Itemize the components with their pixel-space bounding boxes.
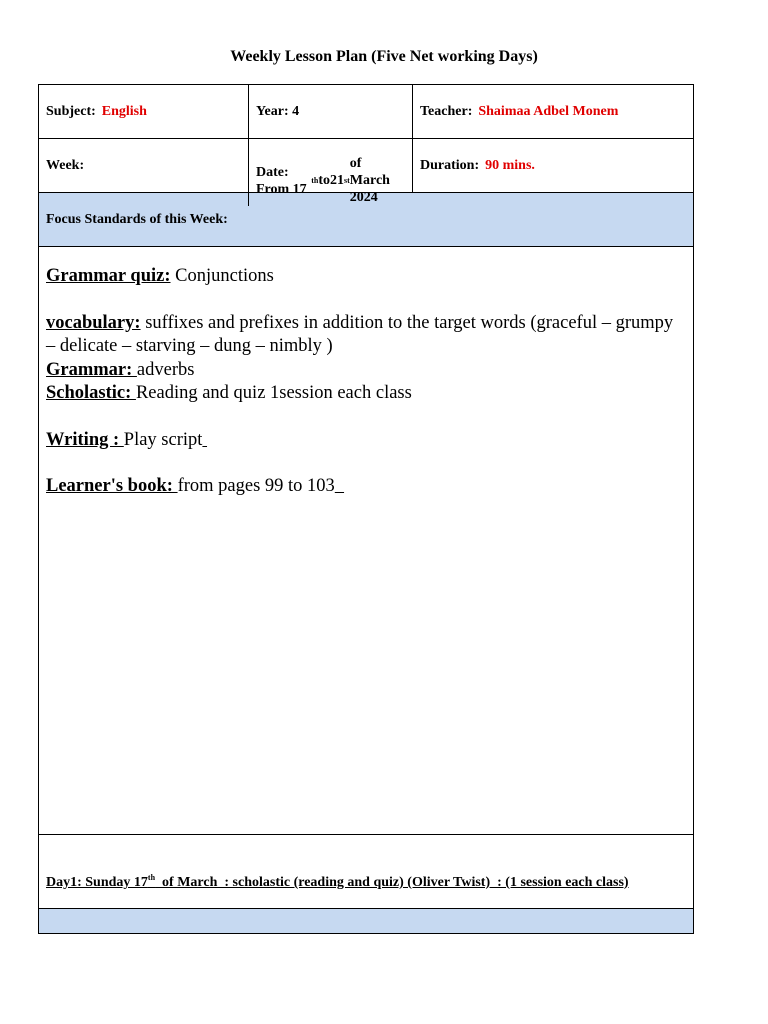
scholastic-value: Reading and quiz 1session each class (135, 383, 412, 403)
grammar-quiz-label: Grammar quiz: (46, 266, 171, 286)
week-cell (39, 139, 248, 192)
lesson-plan-table (38, 84, 694, 934)
vocabulary-value: suffixes and prefixes in addition to the target words (graceful – grumpy – delicate – starving – dung – nimbly ) (46, 312, 674, 356)
page-title: Weekly Lesson Plan (Five Net working Days) (230, 48, 538, 65)
vocabulary-line (46, 312, 686, 359)
writing-value: Play script (123, 429, 203, 450)
subject-label: Subject: (46, 103, 96, 119)
teacher-label: Teacher: (420, 103, 473, 119)
teacher-cell (412, 85, 693, 138)
vocabulary-label: vocabulary: (46, 312, 141, 333)
date-prefix: Date: From 17 (256, 164, 307, 197)
grammar-quiz-value: Conjunctions (170, 266, 274, 286)
day1-rest: of March : scholastic (reading and quiz) (Oliver Twist) : (1 session each class) (155, 875, 629, 890)
duration-value: 90 mins. (485, 157, 535, 173)
learners-book-value: from pages 99 to 103 (177, 476, 335, 496)
day1-sup: th (147, 873, 156, 882)
duration-label: Duration: (420, 157, 480, 173)
focus-content (39, 247, 693, 834)
teacher-value: Shaimaa Adbel Monem (478, 103, 619, 119)
day1-text (46, 875, 629, 891)
writing-line (46, 429, 686, 453)
header-row-2 (39, 139, 693, 205)
bottom-band (39, 909, 693, 933)
date-mid: to21 (318, 173, 344, 188)
grammar-value: adverbs (136, 359, 195, 380)
scholastic-label: Scholastic: (46, 383, 136, 403)
duration-cell (412, 139, 693, 192)
subject-cell (39, 85, 248, 138)
focus-label: Focus Standards of this Week: (46, 211, 228, 227)
grammar-label: Grammar: (46, 359, 137, 380)
content-row (39, 247, 693, 835)
date-line-2: of March 2024 (349, 156, 390, 205)
grammar-quiz-line (46, 265, 686, 289)
week-label: Week: (46, 157, 85, 173)
subject-value: English (101, 103, 147, 119)
scholastic-line (46, 382, 686, 406)
learners-book-line (46, 475, 686, 499)
date-cell: Date: From 17 th to21 st of March 2024 (248, 139, 412, 206)
day1-row (39, 835, 693, 909)
learners-book-label: Learner's book: (46, 476, 178, 496)
year-label: Year: 4 (256, 103, 300, 119)
writing-label: Writing : (46, 429, 124, 450)
header-row-1 (39, 85, 693, 139)
grammar-line (46, 359, 686, 383)
year-cell (248, 85, 412, 138)
day1-prefix: Day1: Sunday 17 (46, 875, 148, 890)
